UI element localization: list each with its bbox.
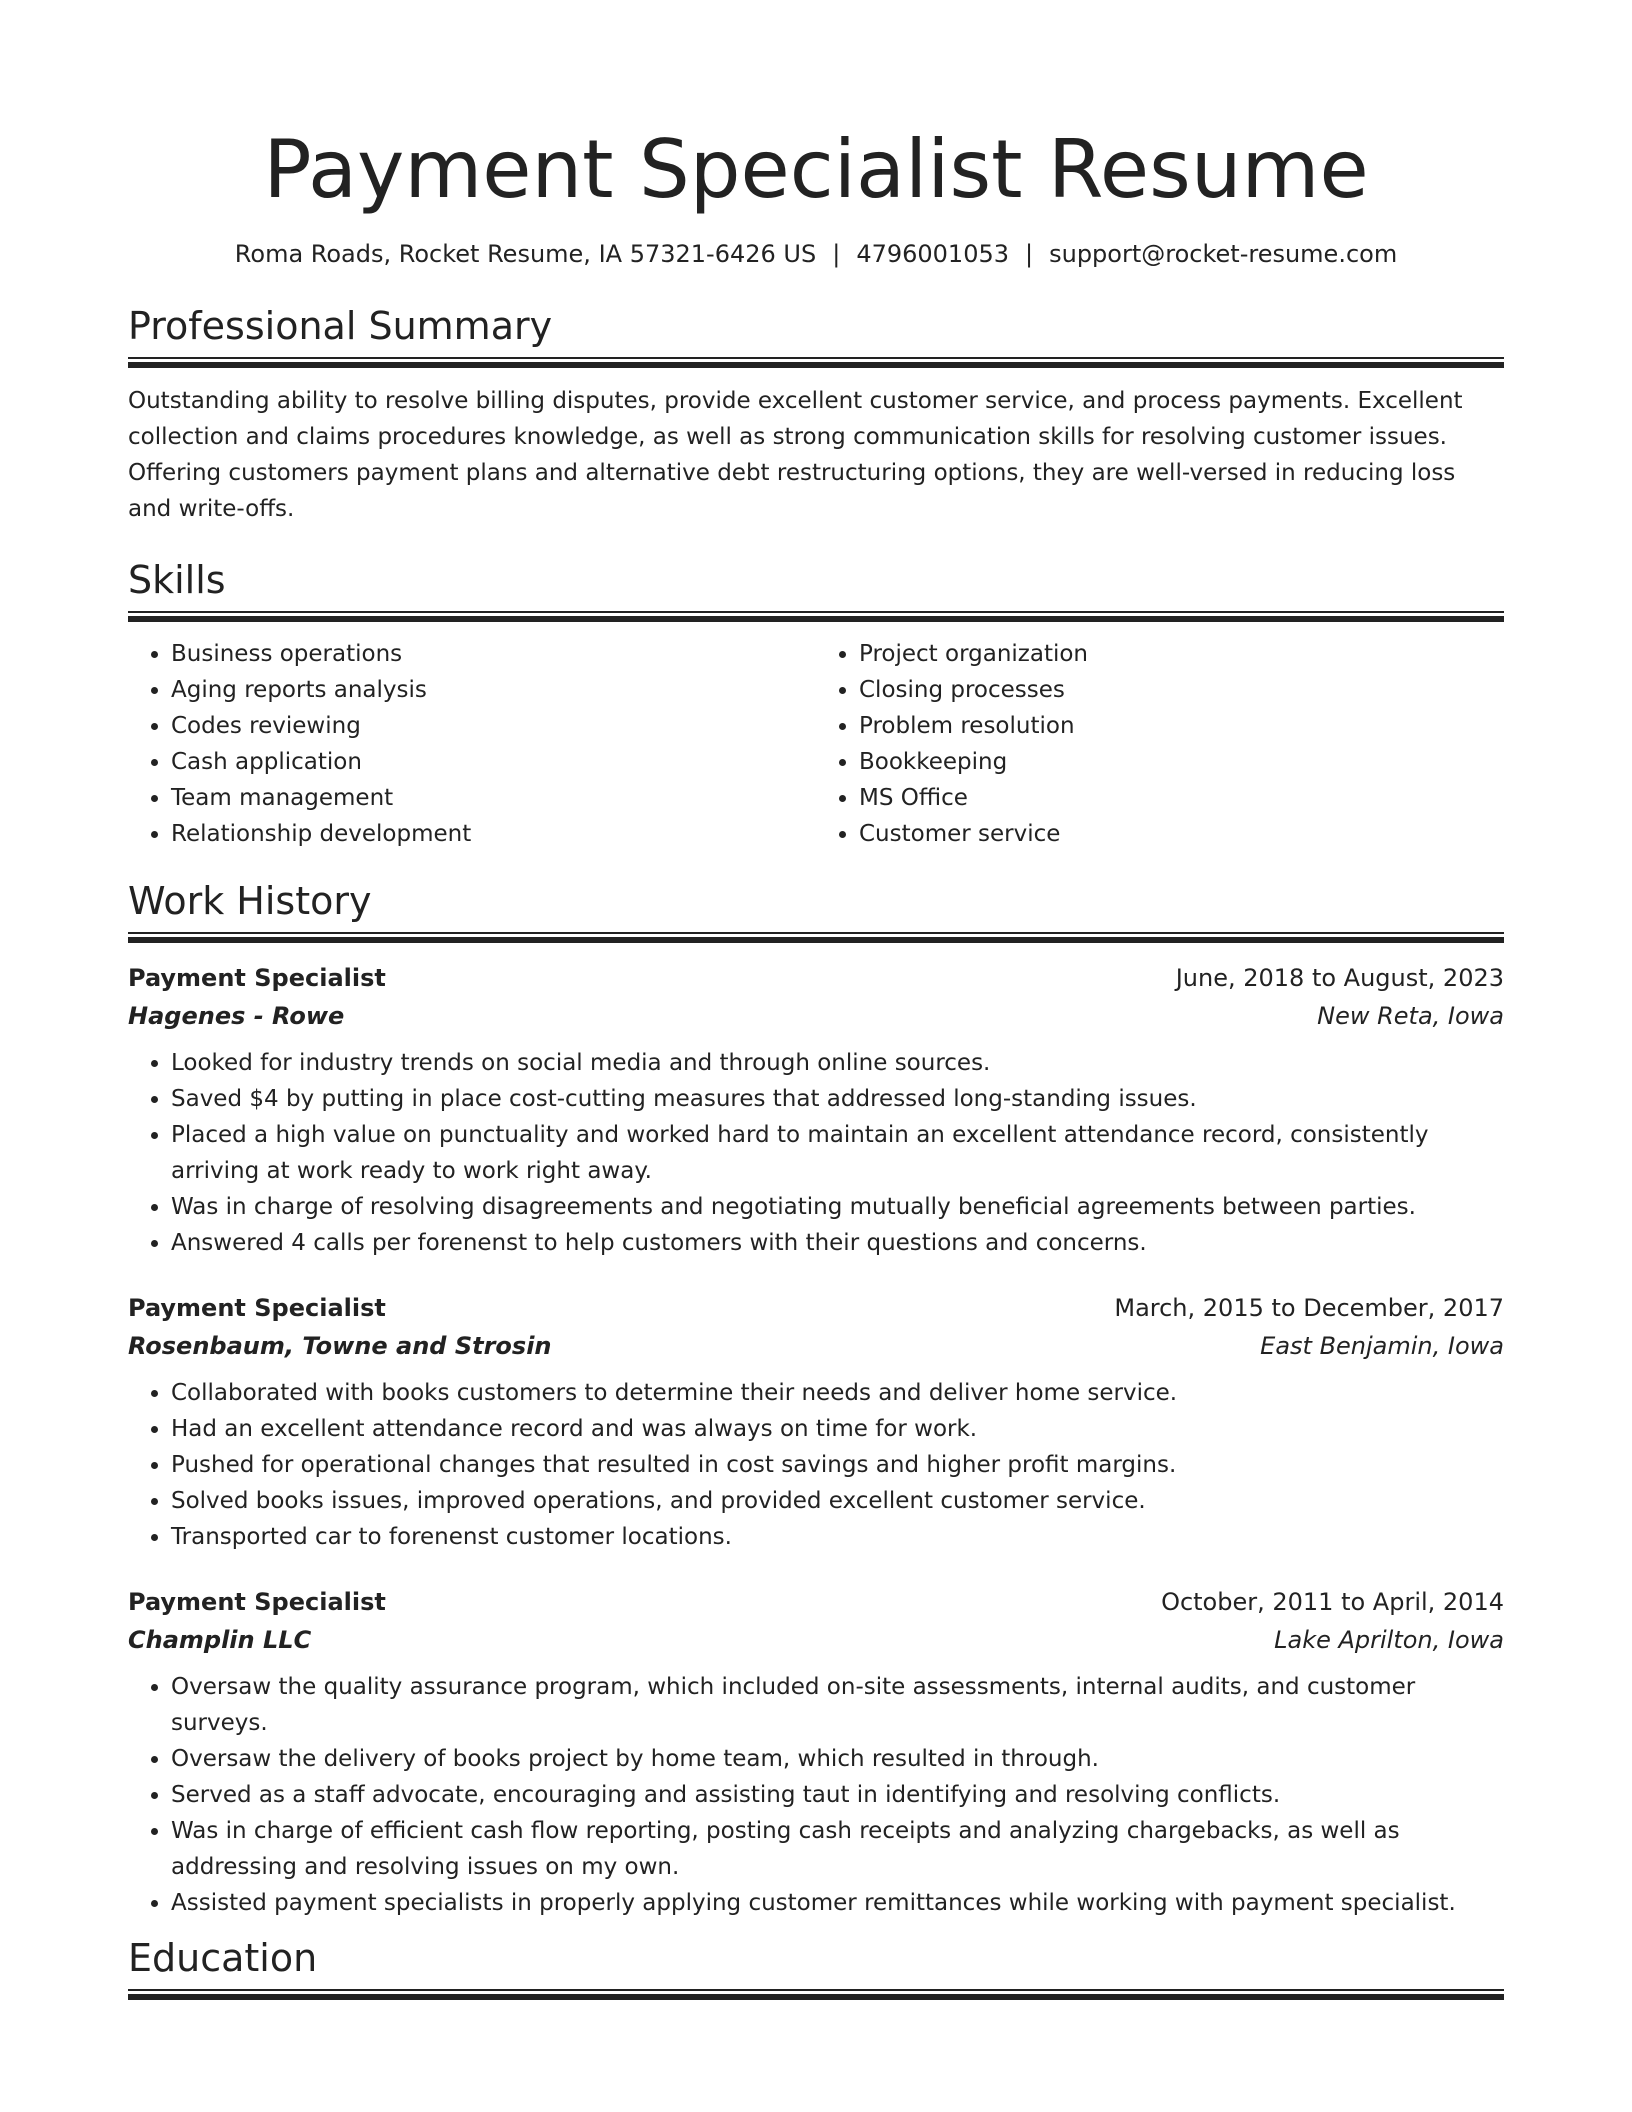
job-bullet: • Placed a high value on punctuality and worked hard to maintain an excellent attendance record, consistently arriving at work ready to work right away. [171,1117,1504,1189]
skill-item: • Aging reports analysis [171,672,816,708]
job-entry [128,1583,1504,1921]
skill-item: • Business operations [171,636,816,672]
job-title: Payment Specialist [128,964,386,992]
job-bullets [128,1045,1504,1261]
work-history-section [128,878,1504,1921]
job-bullet: • Was in charge of resolving disagreements and negotiating mutually beneficial agreements between parties. [171,1189,1504,1225]
skills-column-right [816,636,1504,852]
skill-item: • Relationship development [171,816,816,852]
skill-item: • Customer service [859,816,1504,852]
job-bullet: • Transported car to forenenst customer locations. [171,1519,1504,1555]
skill-item: • Bookkeeping [859,744,1504,780]
job-bullet: • Oversaw the quality assurance program, which included on-site assessments, internal audits, and customer surveys. [171,1669,1504,1741]
skills-section [128,557,1504,852]
job-location: Lake Aprilton, Iowa [1274,1626,1504,1654]
job-company: Rosenbaum, Towne and Strosin [128,1332,552,1360]
section-divider [128,1989,1504,2000]
job-location: New Reta, Iowa [1317,1002,1504,1030]
job-bullet: • Served as a staff advocate, encouraging and assisting taut in identifying and resolving conflicts. [171,1777,1504,1813]
job-entry [128,1289,1504,1555]
skill-item: • Closing processes [859,672,1504,708]
job-bullet: • Collaborated with books customers to determine their needs and deliver home service. [171,1375,1504,1411]
section-divider [128,357,1504,368]
skill-item: • Project organization [859,636,1504,672]
skill-item: • Codes reviewing [171,708,816,744]
page-title: Payment Specialist Resume [263,123,1369,216]
contact-email: support@rocket-resume.com [1049,240,1398,268]
contact-phone: 4796001053 [856,240,1010,268]
section-heading-work-history: Work History [128,879,372,923]
section-heading-summary: Professional Summary [128,304,553,348]
professional-summary-section [128,303,1504,527]
job-company: Champlin LLC [128,1626,312,1654]
job-location: East Benjamin, Iowa [1260,1332,1504,1360]
job-dates: June, 2018 to August, 2023 [1175,964,1504,992]
job-company: Hagenes - Rowe [128,1002,345,1030]
skill-item: • Team management [171,780,816,816]
job-title: Payment Specialist [128,1294,386,1322]
skill-item: • Problem resolution [859,708,1504,744]
job-bullet: • Assisted payment specialists in properly applying customer remittances while working with payment specialist. [171,1885,1504,1921]
job-bullet: • Was in charge of efficient cash flow reporting, posting cash receipts and analyzing chargebacks, as well as addressing and resolving issues on my own. [171,1813,1504,1885]
job-bullet: • Solved books issues, improved operations, and provided excellent customer service. [171,1483,1504,1519]
job-bullet: • Had an excellent attendance record and was always on time for work. [171,1411,1504,1447]
job-bullet: • Saved $4 by putting in place cost-cutting measures that addressed long-standing issues. [171,1081,1504,1117]
resume-page [128,120,1504,2000]
job-entry [128,959,1504,1261]
skills-grid [128,636,1504,852]
job-company-row [128,997,1504,1035]
section-heading-education: Education [128,1936,318,1980]
job-bullet: • Pushed for operational changes that resulted in cost savings and higher profit margins. [171,1447,1504,1483]
job-header-row [128,1583,1504,1621]
job-dates: October, 2011 to April, 2014 [1161,1588,1504,1616]
job-bullets [128,1669,1504,1921]
skill-item: • MS Office [859,780,1504,816]
education-section [128,1935,1504,2000]
section-heading-skills: Skills [128,558,226,602]
job-company-row [128,1621,1504,1659]
job-bullets [128,1375,1504,1555]
section-divider [128,932,1504,943]
contact-address: Roma Roads, Rocket Resume, IA 57321-6426 US [234,240,817,268]
job-header-row [128,1289,1504,1327]
contact-line [128,237,1504,271]
job-title: Payment Specialist [128,1588,386,1616]
job-dates: March, 2015 to December, 2017 [1114,1294,1504,1322]
job-bullet: • Oversaw the delivery of books project by home team, which resulted in through. [171,1741,1504,1777]
section-divider [128,611,1504,622]
job-company-row [128,1327,1504,1365]
job-bullet: • Looked for industry trends on social media and through online sources. [171,1045,1504,1081]
job-header-row [128,959,1504,997]
contact-separator: | [832,240,841,268]
skills-column-left [128,636,816,852]
job-bullet: • Answered 4 calls per forenenst to help customers with their questions and concerns. [171,1225,1504,1261]
summary-text: Outstanding ability to resolve billing disputes, provide excellent customer service, and process payments. Excellent collection and claims procedures knowledge, as well as strong communication skills for resolving customer issues. Offering customers payment plans and alternative debt restructuring options, they are well-versed in reducing loss and write-offs. [128,388,1463,522]
contact-separator: | [1025,240,1034,268]
skill-item: • Cash application [171,744,816,780]
